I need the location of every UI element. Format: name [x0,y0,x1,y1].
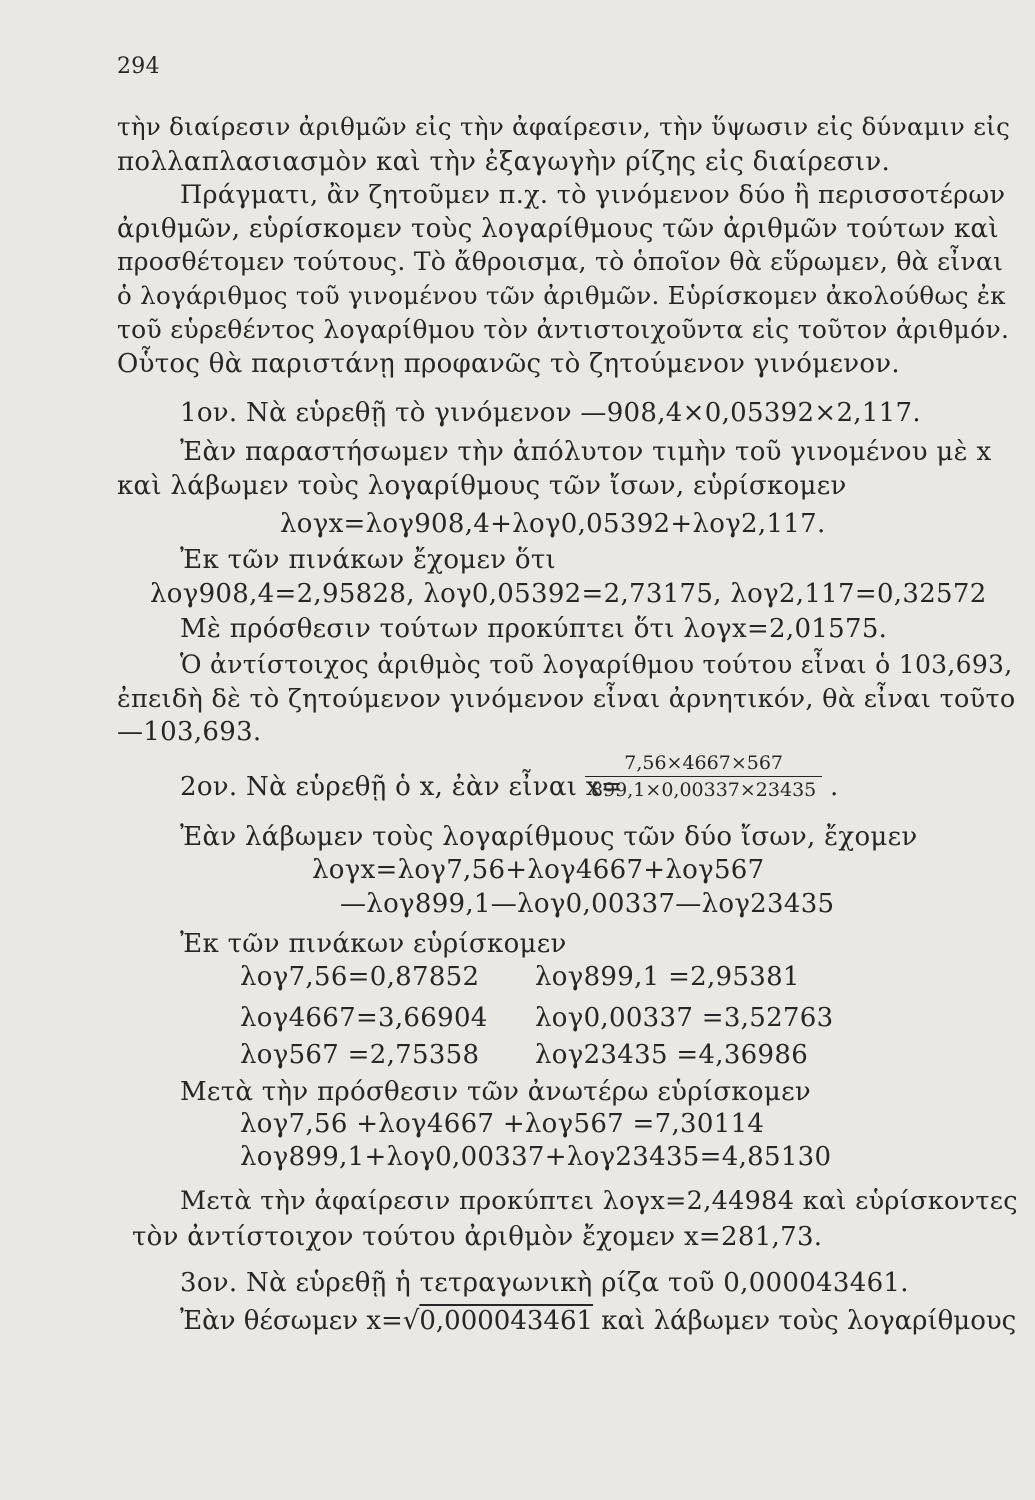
text-line: καὶ λάβωμεν τοὺς λογαρίθμους τῶν ἴσων, εὑρίσκομεν [117,471,847,501]
log-table-cell: λογ899,1 =2,95381 [535,962,800,992]
text-line: Ἐκ τῶν πινάκων εὑρίσκομεν [180,929,567,959]
text-line: ἀριθμῶν, εὑρίσκομεν τοὺς λογαρίθμους τῶν ἀριθμῶν τούτων καὶ [117,214,999,244]
text-line: —103,693. [117,717,262,747]
equation-line: λογ899,1+λογ0,00337+λογ23435=4,85130 [240,1142,832,1172]
text-line: Πράγματι, ἂν ζητοῦμεν π.χ. τὸ γινόμενον δύο ἢ περισσοτέρων [180,180,1006,210]
text-line: πολλαπλασιασμὸν καὶ τὴν ἐξαγωγὴν ρίζης εἰς διαίρεσιν. [117,147,891,177]
text-line: Ἐὰν θέσωμεν x= [180,1306,403,1336]
sqrt-line [180,1306,1016,1336]
example-heading-1: 1ον. Νὰ εὑρεθῇ τὸ γινόμενον —908,4×0,05392×2,117. [180,398,921,428]
log-table-cell: λογ23435 =4,36986 [535,1040,809,1070]
example-heading-3: 3ον. Νὰ εὑρεθῇ ἡ τετραγωνικὴ ρίζα τοῦ 0,000043461. [180,1268,909,1298]
sqrt-rest: καὶ λάβωμεν τοὺς λογαρίθμους [593,1306,1017,1336]
equation-line: λογ7,56 +λογ4667 +λογ567 =7,30114 [240,1109,765,1139]
text-line: Ἐὰν παραστήσωμεν τὴν ἀπόλυτον τιμὴν τοῦ γινομένου μὲ x [180,437,992,467]
text-line: Οὗτος θὰ παριστάνῃ προφανῶς τὸ ζητούμενον γινόμενον. [117,349,900,379]
text-line: ἐπειδὴ δὲ τὸ ζητούμενον γινόμενον εἶναι ἀρνητικόν, θὰ εἶναι τοῦτο [117,684,1016,714]
sqrt-radicand: 0,000043461 [419,1306,594,1336]
example-heading-2: 2ον. Νὰ εὑρεθῇ ὁ x, ἐὰν εἶναι x= [180,772,623,802]
text-line: τοῦ εὑρεθέντος λογαρίθμου τὸν ἀντιστοιχοῦντα εἰς τοῦτον ἀριθμόν. [117,315,1010,344]
fraction-period: . [830,772,839,802]
equation-line: λογx=λογ908,4+λογ0,05392+λογ2,117. [280,509,826,539]
sqrt-symbol: √ [402,1306,420,1336]
page-number: 294 [117,54,160,79]
fraction-numerator: 7,56×4667×567 [624,752,783,774]
equation-line: —λογ899,1—λογ0,00337—λογ23435 [340,889,835,919]
text-line: προσθέτομεν τούτους. Τὸ ἄθροισμα, τὸ ὁποῖον θὰ εὕρωμεν, θὰ εἶναι [117,247,1004,276]
text-line: τὴν διαίρεσιν ἀριθμῶν εἰς τὴν ἀφαίρεσιν, τὴν ὕψωσιν εἰς δύναμιν εἰς [117,112,1011,141]
text-line: Ὁ ἀντίστοιχος ἀριθμὸς τοῦ λογαρίθμου τούτου εἶναι ὁ 103,693, [180,650,1013,679]
log-table-cell: λογ567 =2,75358 [240,1040,480,1070]
text-line: Μετὰ τὴν πρόσθεσιν τῶν ἀνωτέρω εὑρίσκομεν [180,1077,811,1107]
fraction [585,752,822,801]
equation-line: λογ908,4=2,95828, λογ0,05392=2,73175, λογ2,117=0,32572 [150,579,987,609]
log-table-cell: λογ4667=3,66904 [240,1003,488,1033]
equation-line: λογx=λογ7,56+λογ4667+λογ567 [312,855,765,885]
text-line: τὸν ἀντίστοιχον τούτου ἀριθμὸν ἔχομεν x=281,73. [132,1222,823,1252]
text-line: Μὲ πρόσθεσιν τούτων προκύπτει ὅτι λογx=2,01575. [180,614,888,644]
text-line: Ἐκ τῶν πινάκων ἔχομεν ὅτι [180,545,557,575]
text-line: Μετὰ τὴν ἀφαίρεσιν προκύπτει λογx=2,44984 καὶ εὑρίσκοντες [180,1186,1018,1216]
text-line: ὁ λογάριθμος τοῦ γινομένου τῶν ἀριθμῶν. Εὑρίσκομεν ἀκολούθως ἐκ [117,281,1006,310]
text-line: Ἐὰν λάβωμεν τοὺς λογαρίθμους τῶν δύο ἴσων, ἔχομεν [180,822,918,852]
fraction-denominator: 899,1×0,00337×23435 [585,776,822,801]
log-table-cell: λογ0,00337 =3,52763 [535,1003,834,1033]
log-table-cell: λογ7,56=0,87852 [240,962,480,992]
